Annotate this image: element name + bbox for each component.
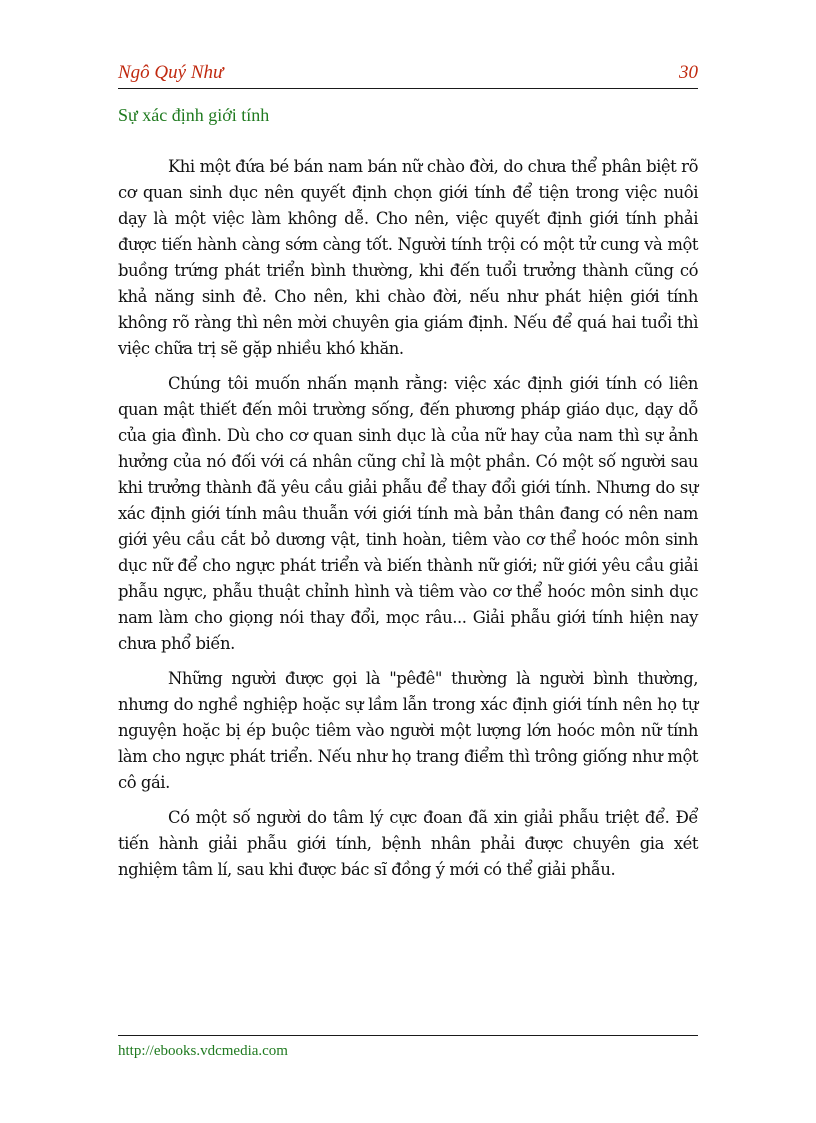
page-header bbox=[118, 60, 698, 89]
paragraph: Chúng tôi muốn nhấn mạnh rằng: việc xác định giới tính có liên quan mật thiết đến môi trường sống, đến phương pháp giáo dục, dạy dỗ của gia đình. Dù cho cơ quan sinh dục là của nữ hay của nam thì sự ảnh hưởng của nó đối với cá nhân cũng chỉ là một phần. Có một số người sau khi trưởng thành đã yêu cầu giải phẫu để thay đổi giới tính. Nhưng do sự xác định giới tính mâu thuẫn với giới tính mà bản thân đang có nên nam giới yêu cầu cắt bỏ dương vật, tinh hoàn, tiêm vào cơ thể hoóc môn sinh dục nữ để cho ngực phát triển và biến thành nữ giới; nữ giới yêu cầu giải phẫu ngực, phẫu thuật chỉnh hình và tiêm vào cơ thể hoóc môn sinh dục nam làm cho giọng nói thay đổi, mọc râu... Giải phẫu giới tính hiện nay chưa phổ biến. bbox=[118, 374, 698, 653]
paragraph: Khi một đứa bé bán nam bán nữ chào đời, do chưa thể phân biệt rõ cơ quan sinh dục nên quyết định chọn giới tính để tiện trong việc nuôi dạy là một việc làm không dễ. Cho nên, việc quyết định giới tính phải được tiến hành càng sớm càng tốt. Người tính trội có một tử cung và một buồng trứng phát triển bình thường, khi đến tuổi trưởng thành cũng có khả năng sinh đẻ. Cho nên, khi chào đời, nếu như phát hiện giới tính không rõ ràng thì nên mời chuyên gia giám định. Nếu để quá hai tuổi thì việc chữa trị sẽ gặp nhiều khó khăn. bbox=[118, 157, 698, 358]
paragraph: Những người được gọi là "pêđê" thường là người bình thường, nhưng do nghề nghiệp hoặc sự lầm lẫn trong xác định giới tính nên họ tự nguyện hoặc bị ép buộc tiêm vào người một lượng lớn hoóc môn nữ tính làm cho ngực phát triển. Nếu như họ trang điểm thì trông giống như một cô gái. bbox=[118, 669, 698, 792]
body-text bbox=[118, 154, 698, 892]
footer-link[interactable]: http://ebooks.vdcmedia.com bbox=[118, 1043, 288, 1059]
footer-divider bbox=[118, 1035, 698, 1036]
page-number: 30 bbox=[679, 62, 698, 83]
header-author: Ngô Quý Như bbox=[118, 62, 224, 83]
paragraph: Có một số người do tâm lý cực đoan đã xin giải phẫu triệt để. Để tiến hành giải phẫu giới tính, bệnh nhân phải được chuyên gia xét nghiệm tâm lí, sau khi được bác sĩ đồng ý mới có thể giải phẫu. bbox=[118, 808, 698, 879]
section-title: Sự xác định giới tính bbox=[118, 105, 270, 125]
